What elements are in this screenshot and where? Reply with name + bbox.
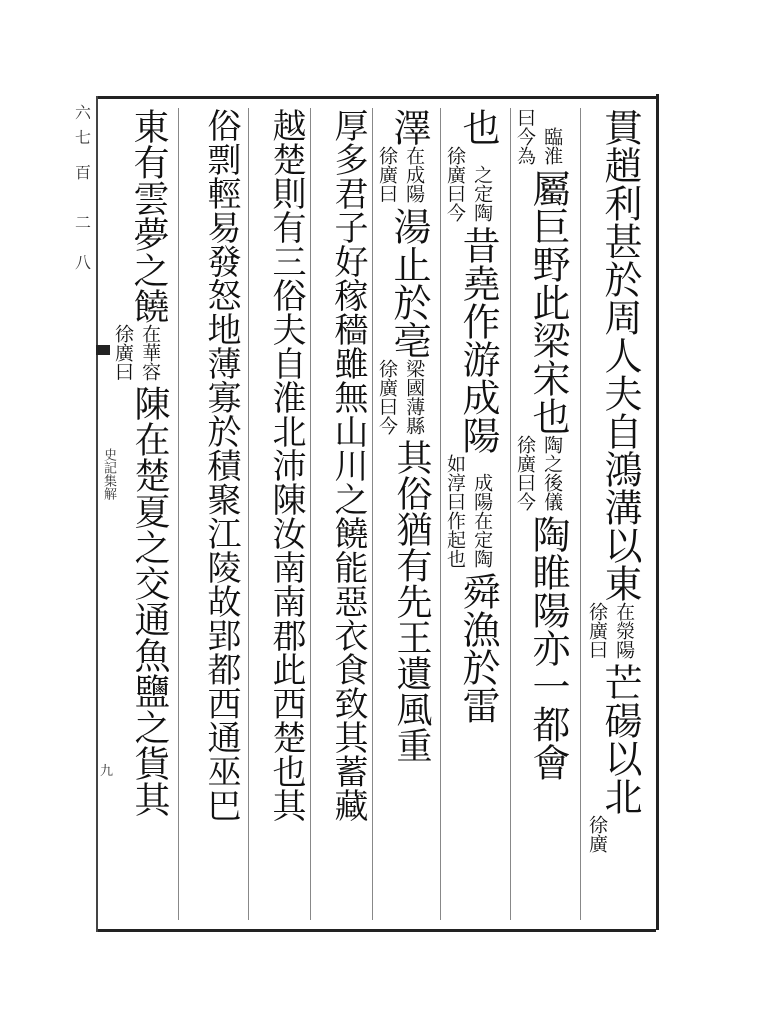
commentary-left: 成陽在定陶 <box>471 473 494 568</box>
column-rule <box>510 108 511 920</box>
gutter-mark: 七 <box>74 128 91 147</box>
column-rule <box>310 108 311 920</box>
commentary-left: 梁國薄縣 <box>403 359 426 435</box>
column-rule <box>440 108 441 920</box>
text-column-1 <box>586 108 654 923</box>
main-text: 其俗猶有先王遺風重 <box>391 439 432 763</box>
commentary <box>376 146 440 207</box>
main-text: 芒碭以北 <box>598 663 642 815</box>
commentary-right: 徐廣曰 <box>586 602 608 659</box>
commentary-right: 徐廣 <box>586 815 608 853</box>
column-rule <box>372 108 373 920</box>
commentary <box>514 108 580 169</box>
commentary <box>514 435 580 515</box>
commentary-right: 徐廣曰 <box>376 146 398 203</box>
column-rule <box>580 108 581 920</box>
main-text: 澤 <box>387 108 431 146</box>
commentary-left: 在華容 <box>139 324 162 381</box>
main-text: 陳在楚夏之交通魚鹽之貨其 <box>129 385 170 817</box>
commentary-left: 臨淮 <box>541 127 564 165</box>
commentary-right: 徐廣曰 <box>112 324 134 381</box>
gutter-mark: 百 <box>74 163 91 182</box>
commentary <box>586 815 654 857</box>
gutter-mark: 六 <box>74 103 91 122</box>
commentary-left: 在滎陽 <box>613 602 636 659</box>
book-title: 史記集解 <box>101 448 116 500</box>
gutter-mark: 二 <box>74 213 91 232</box>
commentary <box>444 454 510 572</box>
main-text: 舜漁於雷 <box>456 572 500 724</box>
commentary-right: 徐廣曰今 <box>444 146 466 222</box>
text-column-7 <box>184 108 248 923</box>
commentary-left: 之定陶 <box>471 165 494 222</box>
page-number: 九 <box>100 764 114 779</box>
commentary-left: 陶之後儀 <box>541 435 564 511</box>
fish-tail-mark <box>96 345 110 355</box>
main-text: 陶睢陽亦一都會 <box>526 515 570 781</box>
main-text: 也 <box>456 108 500 146</box>
commentary <box>444 146 510 226</box>
commentary <box>376 359 440 439</box>
main-text: 厚多君子好稼穡雖無山川之饒能惡衣食致其蓄藏 <box>328 108 368 822</box>
text-column-6 <box>252 108 310 923</box>
commentary-right: 徐廣曰今 <box>376 359 398 435</box>
frame-left-border <box>96 96 98 932</box>
main-text: 屬巨野此梁宋也 <box>526 169 570 435</box>
column-rule <box>248 108 249 920</box>
column-rule <box>178 108 179 920</box>
commentary-right: 曰今為 <box>514 108 536 165</box>
main-text: 湯止於亳 <box>387 207 431 359</box>
commentary-right: 如淳曰作起也 <box>444 454 466 568</box>
gutter-mark: 八 <box>74 253 91 272</box>
text-column-5 <box>314 108 372 923</box>
text-column-8 <box>112 108 178 923</box>
text-column-2 <box>514 108 580 923</box>
text-column-4 <box>376 108 440 923</box>
commentary-left: 在成陽 <box>403 146 426 203</box>
text-column-3 <box>444 108 510 923</box>
commentary <box>112 324 178 385</box>
main-text: 東有雲夢之饒 <box>128 108 169 324</box>
main-text: 俗剽輕易發怒地薄寡於積聚江陵故郢都西通巫巴 <box>201 108 241 822</box>
commentary-right: 徐廣曰今 <box>514 435 536 511</box>
main-text: 昔堯作游成陽 <box>456 226 500 454</box>
frame-right-border <box>656 94 659 930</box>
main-text: 越楚則有三俗夫自淮北沛陳汝南南郡此西楚也其 <box>266 108 306 822</box>
main-text: 貫趙利甚於周人夫自鴻溝以東 <box>598 108 642 602</box>
commentary <box>586 602 654 663</box>
